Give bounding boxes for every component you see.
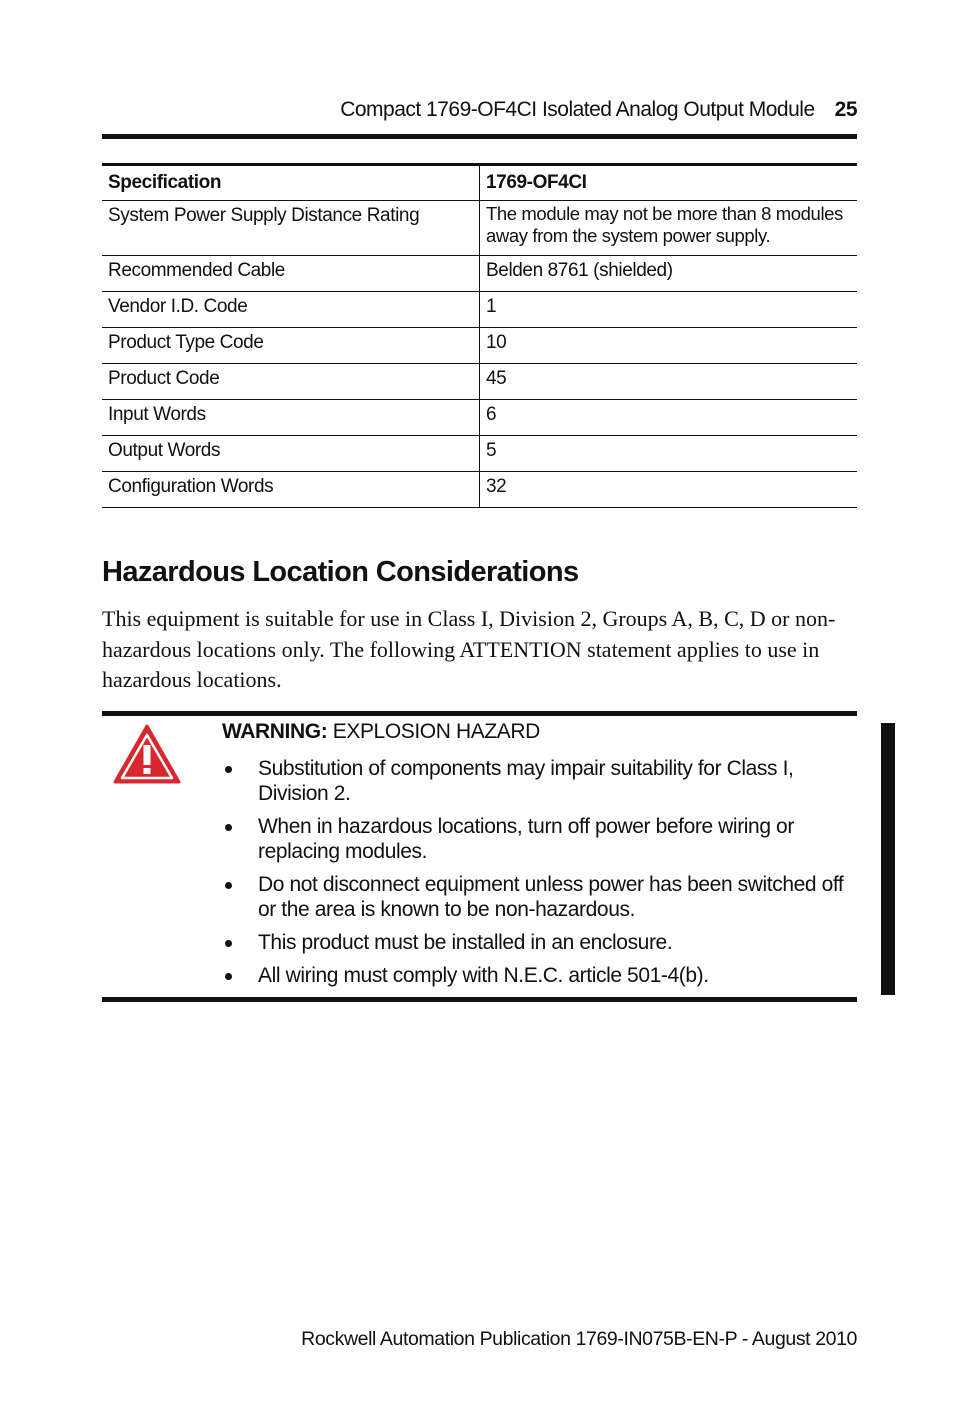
list-item-text: Do not disconnect equipment unless power has been switched off or the area is known to be non-hazardous. [258, 873, 844, 921]
bullet-icon [225, 940, 232, 947]
list-item [222, 814, 862, 864]
table-row [102, 328, 857, 364]
warning-title: EXPLOSION HAZARD [327, 720, 540, 743]
list-item-text: Substitution of components may impair suitability for Class I, Division 2. [258, 757, 794, 805]
spec-name: Configuration Words [102, 472, 480, 508]
bullet-icon [225, 973, 232, 980]
bullet-icon [225, 766, 232, 773]
spec-value: 32 [480, 472, 858, 508]
spec-value: 5 [480, 436, 858, 472]
list-item [222, 963, 862, 988]
table-row [102, 364, 857, 400]
spec-name: Vendor I.D. Code [102, 292, 480, 328]
table-header-row [102, 165, 857, 201]
warning-triangle-icon [112, 723, 182, 785]
bullet-icon [225, 882, 232, 889]
table-row [102, 292, 857, 328]
list-item-text: This product must be installed in an enclosure. [258, 931, 673, 954]
list-item [222, 756, 862, 806]
table-row [102, 201, 857, 256]
spec-name: Recommended Cable [102, 256, 480, 292]
section-paragraph: This equipment is suitable for use in Class I, Division 2, Groups A, B, C, D or non-hazardous locations only. The following ATTENTION statement applies to use in hazardous locations. [102, 606, 836, 692]
spec-value: The module may not be more than 8 modules away from the system power supply. [480, 201, 858, 256]
header-rule [102, 134, 857, 139]
list-item-text: When in hazardous locations, turn off power before wiring or replacing modules. [258, 815, 794, 863]
list-item [222, 930, 862, 955]
table-row [102, 400, 857, 436]
spec-value: 1 [480, 292, 858, 328]
spec-name: Product Type Code [102, 328, 480, 364]
section-thumb-tab [881, 723, 895, 995]
table-row [102, 256, 857, 292]
warning-list [222, 756, 862, 988]
page-number: 25 [834, 98, 857, 121]
warning-label: WARNING: [222, 720, 328, 743]
footer-publication: Rockwell Automation Publication 1769-IN075B-EN-P - August 2010 [301, 1328, 857, 1350]
col-header-specification: Specification [102, 165, 480, 201]
table-row [102, 436, 857, 472]
spec-table [102, 163, 857, 508]
warning-heading [222, 718, 862, 748]
page-header [102, 94, 857, 126]
spec-value: 6 [480, 400, 858, 436]
section-title: Hazardous Location Considerations [102, 556, 579, 588]
bullet-icon [225, 824, 232, 831]
spec-name: Output Words [102, 436, 480, 472]
spec-value: Belden 8761 (shielded) [480, 256, 858, 292]
col-header-model: 1769-OF4CI [480, 165, 858, 201]
table-row [102, 472, 857, 508]
spec-name: Input Words [102, 400, 480, 436]
spec-value: 10 [480, 328, 858, 364]
spec-value: 45 [480, 364, 858, 400]
warning-bottom-rule [102, 997, 857, 1002]
header-title: Compact 1769-OF4CI Isolated Analog Output Module [340, 98, 815, 121]
spec-name: System Power Supply Distance Rating [102, 201, 480, 256]
list-item-text: All wiring must comply with N.E.C. article 501-4(b). [258, 964, 709, 987]
list-item [222, 872, 862, 922]
spec-name: Product Code [102, 364, 480, 400]
warning-box [222, 716, 862, 996]
